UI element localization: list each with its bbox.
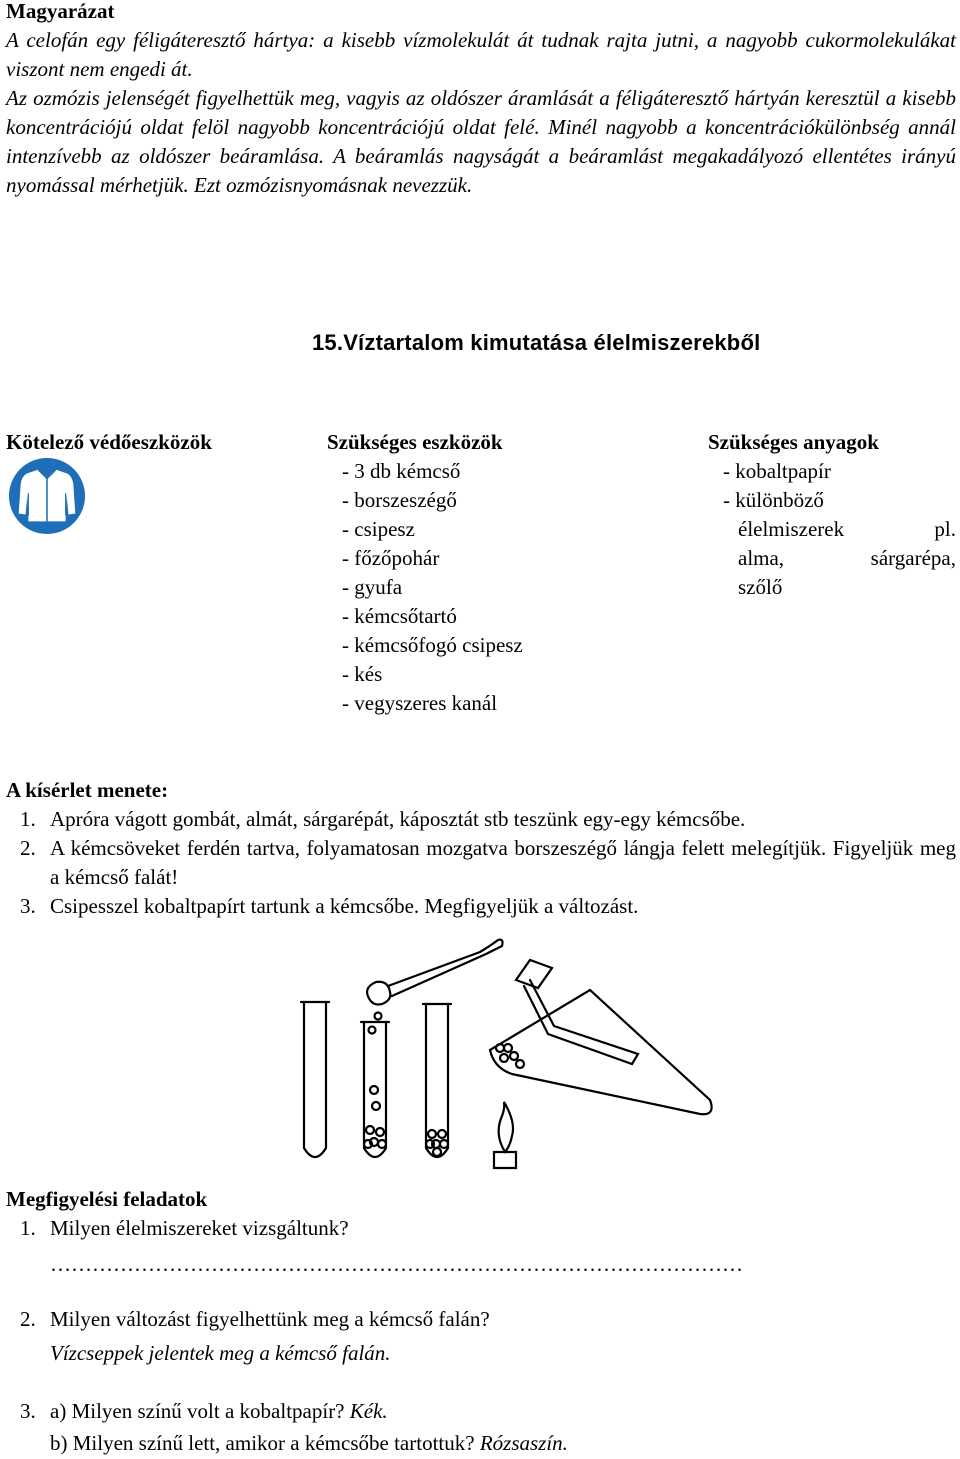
list-item: - kobaltpapír: [723, 459, 831, 483]
procedure-step: [20, 834, 956, 892]
test-tube-2: [364, 1022, 386, 1157]
question-1: Milyen élelmiszereket vizsgáltunk?: [50, 1216, 349, 1240]
section-title: [312, 328, 760, 357]
required-tools-heading: Szükséges eszközök: [327, 430, 503, 454]
list-item: - kémcsőtartó: [342, 604, 457, 628]
question-3b-text: b) Milyen színű lett, amikor a kémcsőbe tartottuk?: [50, 1431, 475, 1455]
list-item: - borszeszégő: [342, 488, 457, 512]
procedure-heading: A kísérlet menete:: [6, 778, 169, 802]
explanation-paragraph-2: Az ozmózis jelenségét figyelhettük meg, vagyis az oldószer áramlását a féligáteresztő hártyán keresztül a kisebb koncentrációjú oldat felöl nagyobb koncentrációjú oldat felé. Minél nagyobb a koncentrációkülönbség annál intenzívebb az oldószer beáramlása. A beáramlás nagyságát a beáramlást megakadályozó ellentétes irányú nyomással mérhetjük. Ezt ozmózisnyomásnak nevezzük.: [6, 86, 956, 197]
question-2: Milyen változást figyelhettünk meg a kémcső falán?: [50, 1307, 490, 1331]
list-item: - vegyszeres kanál: [342, 691, 498, 715]
explanation-paragraph-1: A celofán egy féligáteresztő hártya: a kisebb vízmolekulát át tudnak rajta jutni, a nagyobb cukormolekulákat viszont nem engedi át.: [6, 28, 956, 81]
protective-equipment-heading: Kötelező védőeszközök: [6, 430, 212, 454]
procedure-steps: [20, 805, 956, 921]
test-tube-holder-icon: [516, 960, 552, 988]
answer-3a: Kék.: [349, 1399, 388, 1423]
materials-list: [723, 457, 831, 515]
list-item: szőlő: [738, 575, 783, 599]
test-tube-1: [304, 1002, 326, 1157]
question-number: 3.: [20, 1399, 36, 1423]
observation-heading: Megfigyelési feladatok: [6, 1187, 208, 1211]
section-title-text: Víztartalom kimutatása élelmiszerekből: [343, 330, 761, 355]
question-3b: [50, 1429, 568, 1458]
materials-list-continuation: [738, 515, 956, 602]
required-materials-heading: Szükséges anyagok: [708, 430, 879, 454]
list-item: - csipesz: [342, 517, 415, 541]
tools-list: [342, 457, 523, 718]
question-3a-text: a) Milyen színű volt a kobaltpapír?: [50, 1399, 345, 1423]
list-item: - különböző: [723, 488, 824, 512]
step-text: Apróra vágott gombát, almát, sárgarépát, káposztát stb teszünk egy-egy kémcsőbe.: [50, 807, 746, 831]
section-number: 15.: [312, 330, 344, 355]
step-number: 1.: [20, 807, 36, 831]
flame-icon: [499, 1102, 513, 1152]
step-number: 2.: [20, 836, 36, 860]
list-item: - gyufa: [342, 575, 403, 599]
answer-dotted-line: ………………………………………………………………………………………: [50, 1252, 743, 1276]
list-item: - kés: [342, 662, 383, 686]
procedure-step: [20, 805, 956, 834]
lab-coat-icon: [8, 457, 86, 535]
spirit-burner-icon: [494, 1152, 516, 1168]
explanation-body: [6, 26, 956, 200]
step-text: A kémcsöveket ferdén tartva, folyamatosan mozgatva borszeszégő lángja felett melegítjük. Figyeljük meg a kémcső falát!: [50, 836, 956, 889]
question-number: 1.: [20, 1216, 36, 1240]
list-item: élelmiszerek pl.: [738, 517, 956, 541]
step-text: Csipesszel kobaltpapírt tartunk a kémcsőbe. Megfigyeljük a változást.: [50, 894, 639, 918]
list-item: alma, sárgarépa,: [738, 546, 956, 570]
step-number: 3.: [20, 894, 36, 918]
explanation-heading: Magyarázat: [6, 0, 115, 23]
answer-3b: Rózsaszín.: [479, 1431, 568, 1455]
answer-2: Vízcseppek jelentek meg a kémcső falán.: [50, 1341, 391, 1365]
list-item: - főzőpohár: [342, 546, 440, 570]
procedure-step: [20, 892, 956, 921]
question-number: 2.: [20, 1307, 36, 1331]
question-3a: [50, 1397, 388, 1426]
list-item: - 3 db kémcső: [342, 459, 461, 483]
spoon-icon: [367, 982, 390, 1005]
list-item: - kémcsőfogó csipesz: [342, 633, 523, 657]
experiment-illustration: [290, 930, 720, 1170]
